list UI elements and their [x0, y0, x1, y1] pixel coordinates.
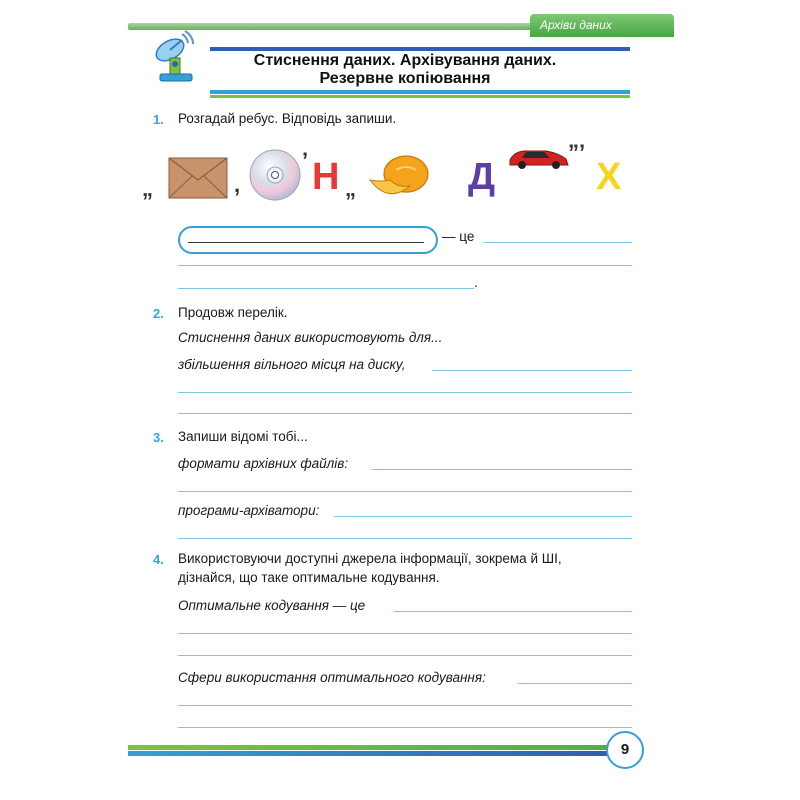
answer-line[interactable] — [178, 288, 474, 289]
task-4-definition-label: Оптимальне кодування — це — [178, 598, 366, 613]
task-4-usage-label: Сфери використання оптимального кодування: — [178, 670, 486, 685]
page-number: 9 — [606, 731, 644, 769]
answer-line[interactable] — [518, 683, 632, 684]
title-rule-bottom-green — [210, 95, 630, 98]
task-1-number: 1. — [153, 112, 164, 127]
rebus — [140, 140, 660, 210]
answer-line[interactable] — [178, 633, 632, 634]
task-2-text: Продовж перелік. — [178, 305, 288, 320]
cd-disc-icon — [248, 148, 302, 207]
rebus-answer-suffix: — це — [442, 229, 475, 244]
rebus-answer-box[interactable] — [178, 226, 438, 254]
task-1-text: Розгадай ребус. Відповідь запиши. — [178, 111, 397, 126]
rebus-answer-line[interactable] — [188, 242, 424, 243]
task-3-number: 3. — [153, 430, 164, 445]
answer-line[interactable] — [178, 392, 632, 393]
answer-line[interactable] — [178, 538, 632, 539]
satellite-dish-icon — [152, 30, 202, 88]
rebus-apostrophe: ’ — [302, 148, 309, 173]
task-2-number: 2. — [153, 306, 164, 321]
rebus-quote-open-2: „ — [345, 176, 356, 201]
answer-period: . — [474, 275, 478, 290]
task-4-text: Використовуючи доступні джерела інформації, зокрема й ШІ, — [178, 551, 562, 566]
answer-line[interactable] — [178, 413, 632, 414]
footer-rule-green — [128, 745, 608, 750]
rebus-quote-close: ”’ — [568, 140, 586, 165]
task-2-example: збільшення вільного місця на диску, — [178, 357, 406, 372]
answer-line[interactable] — [372, 469, 632, 470]
task-3-formats-label: формати архівних файлів: — [178, 456, 349, 471]
page-title: Стиснення даних. Архівування даних. Резервне копіювання — [253, 52, 557, 87]
rebus-quote-open: „ — [142, 176, 153, 201]
car-icon — [508, 146, 570, 175]
answer-line[interactable] — [484, 242, 632, 243]
task-3-text: Запиши відомі тобі... — [178, 429, 308, 444]
task-2-prompt: Стиснення даних використовують для... — [178, 330, 443, 345]
answer-line[interactable] — [178, 705, 632, 706]
footer-rule-blue — [128, 751, 608, 756]
header-top-line — [128, 23, 543, 30]
task-3-archivers-label: програми-архіватори: — [178, 503, 320, 518]
answer-line[interactable] — [334, 516, 632, 517]
answer-line[interactable] — [178, 265, 632, 266]
rebus-letter-x: Х — [596, 156, 622, 198]
rebus-comma: , — [234, 172, 241, 197]
task-4-text-2: дізнайся, що таке оптимальне кодування. — [178, 570, 440, 585]
melon-icon — [366, 154, 430, 205]
answer-line[interactable] — [432, 370, 632, 371]
section-tab: Архіви даних — [530, 14, 674, 37]
envelope-icon — [168, 156, 228, 205]
answer-line[interactable] — [178, 491, 632, 492]
rebus-letter-n: Н — [312, 156, 340, 198]
answer-line[interactable] — [178, 727, 632, 728]
title-rule-top — [210, 47, 630, 51]
answer-line[interactable] — [178, 655, 632, 656]
title-rule-bottom-blue — [210, 90, 630, 94]
answer-line[interactable] — [394, 611, 632, 612]
rebus-letter-d: Д — [468, 156, 496, 198]
task-4-number: 4. — [153, 552, 164, 567]
